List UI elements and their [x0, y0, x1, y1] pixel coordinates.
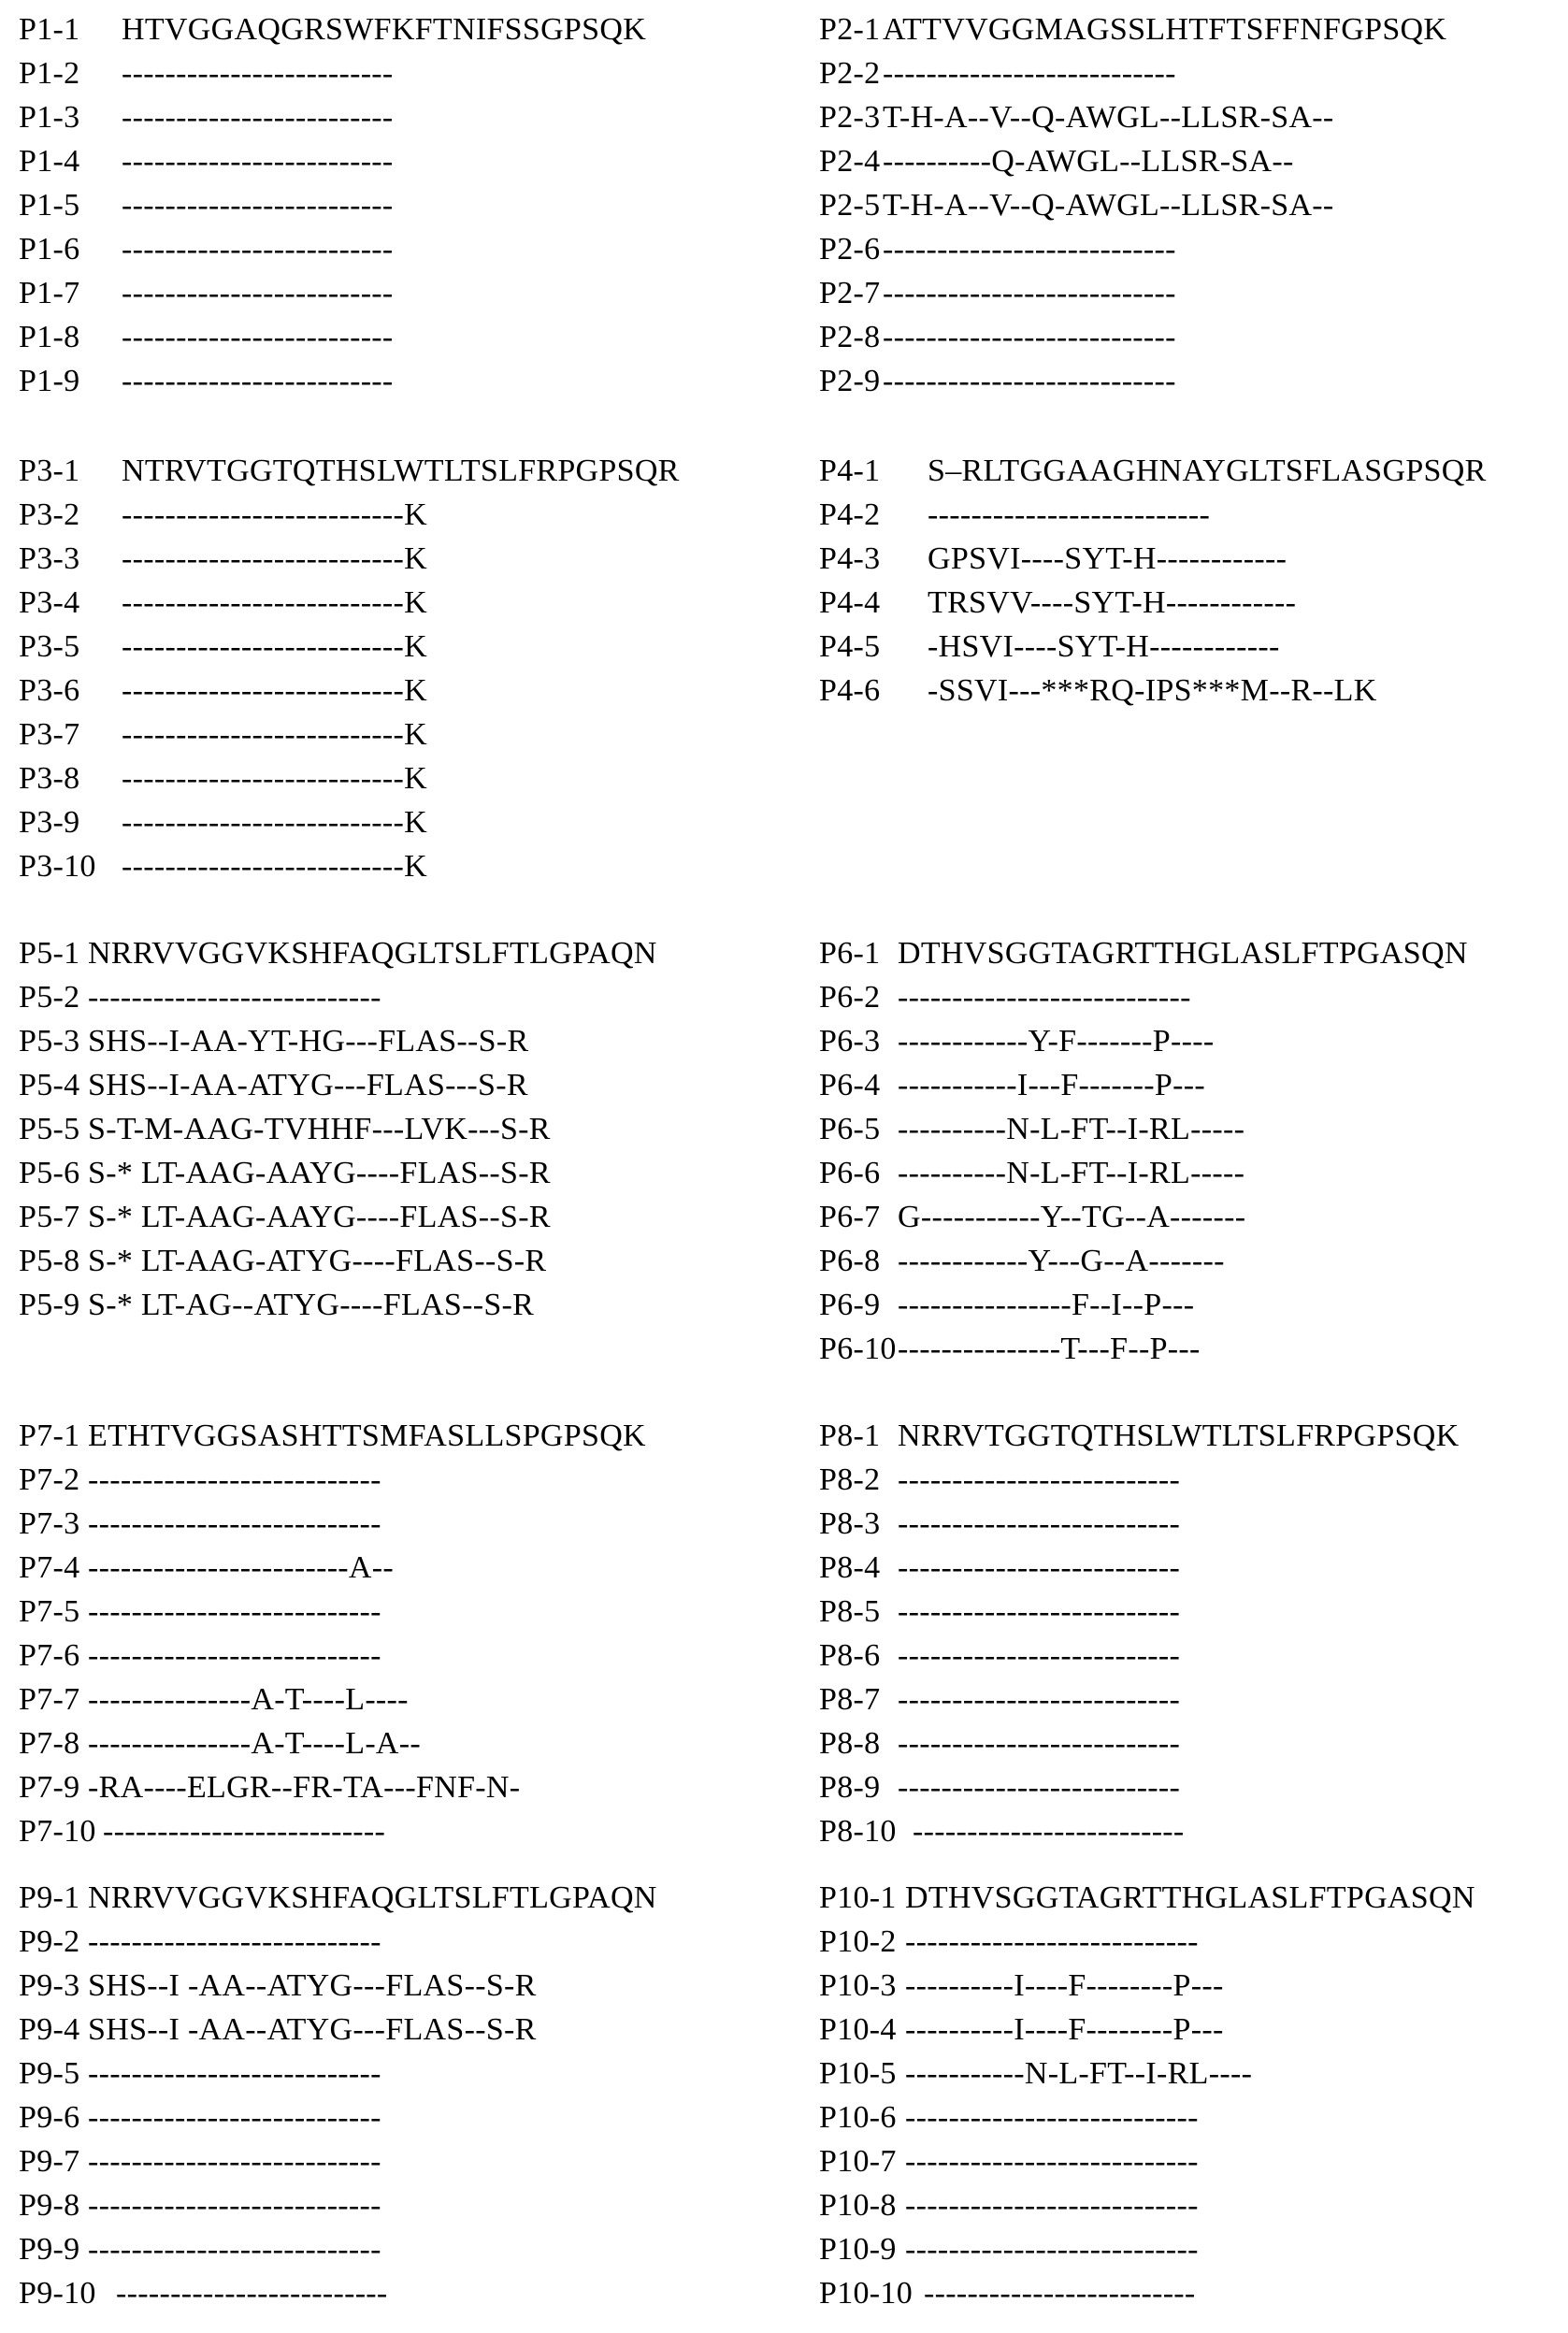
sequence-text: ---------------A-T----L-A--: [88, 1726, 422, 1761]
sequence-label: P6-5: [819, 1112, 881, 1146]
sequence-label: P7-1: [19, 1419, 80, 1453]
sequence-label: P9-1: [19, 1880, 80, 1915]
sequence-label: P4-3: [819, 541, 881, 576]
alignment-row: [819, 1239, 1468, 1283]
alignment-row: [19, 2095, 657, 2139]
sequence-text: ---------------------------: [88, 2232, 381, 2267]
sequence-label: P9-2: [19, 1924, 80, 1959]
sequence-label: P10-6: [819, 2100, 897, 2135]
alignment-row: [19, 625, 680, 669]
alignment-row: [819, 931, 1468, 975]
alignment-row: [819, 2227, 1475, 2271]
alignment-row: [819, 1195, 1468, 1239]
sequence-label: P2-2: [819, 56, 881, 91]
sequence-label: P3-7: [19, 717, 80, 752]
sequence-text: ---------------------------: [905, 2144, 1199, 2179]
alignment-row: [819, 581, 1487, 625]
sequence-label: P7-8: [19, 1726, 80, 1761]
sequence-label: P9-10: [19, 2276, 96, 2311]
sequence-text: SHS--I -AA--ATYG---FLAS--S-R: [88, 1968, 537, 2003]
sequence-text: ---------------------------: [88, 980, 381, 1015]
sequence-text: --------------------------: [898, 1462, 1181, 1497]
alignment-row: [19, 1151, 657, 1195]
sequence-label: P3-8: [19, 761, 80, 796]
alignment-row: [819, 1502, 1459, 1546]
alignment-row: [19, 183, 646, 227]
sequence-text: -HSVI----SYT-H------------: [928, 629, 1280, 664]
alignment-row: [19, 1678, 646, 1721]
sequence-text: ATTVVGGMAGSSLHTFTSFFNFGPSQK: [883, 12, 1447, 47]
sequence-label: P7-10: [19, 1814, 96, 1849]
sequence-label: P6-10: [819, 1332, 897, 1366]
alignment-row: [819, 227, 1446, 271]
sequence-label: P5-5: [19, 1112, 80, 1146]
sequence-label: P7-5: [19, 1594, 80, 1629]
sequence-text: -------------------------: [122, 364, 394, 398]
sequence-text: ETHTVGGSASHTTSMFASLLSPGPSQK: [88, 1419, 646, 1453]
sequence-text: ---------------------------: [905, 2232, 1199, 2267]
sequence-label: P8-10: [819, 1814, 897, 1849]
sequence-text: ---------------------------: [88, 1462, 381, 1497]
sequence-label: P10-2: [819, 1924, 897, 1959]
sequence-label: P6-6: [819, 1156, 881, 1190]
alignment-row: [819, 139, 1446, 183]
sequence-label: P2-7: [819, 276, 881, 310]
sequence-text: ----------Q-AWGL--LLSR-SA--: [883, 144, 1294, 179]
sequence-text: --------------------------: [898, 1770, 1181, 1805]
sequence-label: P2-3: [819, 100, 881, 135]
sequence-text: --------------------------K: [122, 849, 428, 884]
sequence-text: -----------N-L-FT--I-RL----: [905, 2056, 1253, 2091]
sequence-text: SHS--I -AA--ATYG---FLAS--S-R: [88, 2012, 537, 2047]
sequence-label: P6-9: [819, 1288, 881, 1322]
alignment-block-p10: [819, 1876, 1475, 2315]
alignment-row: [19, 1107, 657, 1151]
sequence-label: P7-9: [19, 1770, 80, 1805]
sequence-label: P10-4: [819, 2012, 897, 2047]
sequence-text: SHS--I-AA-ATYG---FLAS---S-R: [88, 1068, 528, 1102]
alignment-row: [19, 1765, 646, 1809]
alignment-row: [19, 1019, 657, 1063]
sequence-text: S-* LT-AAG-AAYG----FLAS--S-R: [88, 1200, 551, 1234]
sequence-text: --------------------------K: [122, 497, 428, 532]
alignment-row: [19, 51, 646, 95]
sequence-text: -----------I---F-------P---: [898, 1068, 1205, 1102]
sequence-label: P5-6: [19, 1156, 80, 1190]
sequence-text: --------------------------: [898, 1506, 1181, 1541]
alignment-block-p8: [819, 1414, 1459, 1853]
sequence-label: P1-4: [19, 144, 80, 179]
sequence-label: P6-1: [819, 936, 881, 971]
sequence-text: S-* LT-AG--ATYG----FLAS--S-R: [88, 1288, 535, 1322]
sequence-text: -------------------------: [122, 144, 394, 179]
sequence-label: P3-2: [19, 497, 80, 532]
sequence-label: P4-2: [819, 497, 881, 532]
alignment-row: [819, 493, 1487, 537]
sequence-label: P4-1: [819, 454, 881, 488]
alignment-row: [19, 1920, 657, 1964]
sequence-text: T-H-A--V--Q-AWGL--LLSR-SA--: [883, 188, 1334, 223]
sequence-label: P1-8: [19, 320, 80, 354]
alignment-row: [819, 2139, 1475, 2183]
alignment-row: [19, 1195, 657, 1239]
alignment-row: [819, 1678, 1459, 1721]
alignment-row: [19, 1239, 657, 1283]
sequence-label: P6-8: [819, 1244, 881, 1278]
alignment-row: [819, 1590, 1459, 1634]
sequence-label: P5-3: [19, 1024, 80, 1058]
sequence-label: P7-7: [19, 1682, 80, 1717]
sequence-label: P2-4: [819, 144, 881, 179]
sequence-label: P9-9: [19, 2232, 80, 2267]
alignment-row: [819, 2008, 1475, 2052]
alignment-row: [19, 844, 680, 888]
alignment-row: [819, 1151, 1468, 1195]
sequence-label: P8-9: [819, 1770, 881, 1805]
sequence-text: --------------------------K: [122, 761, 428, 796]
sequence-label: P3-4: [19, 585, 80, 620]
sequence-label: P3-3: [19, 541, 80, 576]
alignment-row: [819, 1765, 1459, 1809]
alignment-block-p5: [19, 931, 657, 1327]
sequence-text: ----------I----F--------P---: [905, 2012, 1224, 2047]
sequence-text: ----------N-L-FT--I-RL-----: [898, 1156, 1245, 1190]
sequence-text: GPSVI----SYT-H------------: [928, 541, 1287, 576]
alignment-row: [819, 1546, 1459, 1590]
sequence-text: S-T-M-AAG-TVHHF---LVK---S-R: [88, 1112, 551, 1146]
alignment-row: [19, 713, 680, 756]
sequence-label: P5-9: [19, 1288, 80, 1322]
sequence-label: P10-5: [819, 2056, 897, 2091]
sequence-text: ---------------------------: [88, 2188, 381, 2223]
sequence-text: ---------------------------: [905, 1924, 1199, 1959]
alignment-row: [19, 2052, 657, 2095]
alignment-row: [19, 7, 646, 51]
alignment-row: [819, 271, 1446, 315]
sequence-text: NRRVTGGTQTHSLWTLTSLFRPGPSQK: [898, 1419, 1460, 1453]
sequence-text: --------------------------K: [122, 541, 428, 576]
sequence-label: P6-2: [819, 980, 881, 1015]
alignment-row: [19, 359, 646, 403]
alignment-row: [19, 581, 680, 625]
alignment-row: [819, 1920, 1475, 1964]
sequence-label: P3-9: [19, 805, 80, 840]
sequence-text: ---------------------------: [898, 980, 1191, 1015]
sequence-label: P10-1: [819, 1880, 897, 1915]
sequence-text: G-----------Y--TG--A-------: [898, 1200, 1246, 1234]
sequence-label: P1-2: [19, 56, 80, 91]
sequence-text: ---------------------------: [883, 276, 1176, 310]
alignment-row: [19, 537, 680, 581]
sequence-label: P7-2: [19, 1462, 80, 1497]
sequence-text: ------------------------A--: [88, 1550, 395, 1585]
sequence-text: ---------------------------: [88, 2100, 381, 2135]
alignment-row: [819, 1634, 1459, 1678]
sequence-text: ----------------F--I--P---: [898, 1288, 1195, 1322]
alignment-block-p7: [19, 1414, 646, 1853]
alignment-row: [19, 1063, 657, 1107]
sequence-label: P7-3: [19, 1506, 80, 1541]
sequence-label: P9-8: [19, 2188, 80, 2223]
sequence-label: P2-5: [819, 188, 881, 223]
alignment-row: [19, 2183, 657, 2227]
sequence-text: ---------------------------: [883, 232, 1176, 266]
sequence-label: P8-8: [819, 1726, 881, 1761]
alignment-row: [19, 271, 646, 315]
sequence-text: -------------------------: [924, 2276, 1196, 2311]
sequence-label: P8-1: [819, 1419, 881, 1453]
sequence-label: P7-6: [19, 1638, 80, 1673]
sequence-text: --------------------------: [928, 497, 1211, 532]
alignment-row: [19, 669, 680, 713]
alignment-row: [19, 1876, 657, 1920]
sequence-label: P10-10: [819, 2276, 913, 2311]
sequence-text: --------------------------: [103, 1814, 386, 1849]
alignment-row: [19, 315, 646, 359]
sequence-text: --------------------------K: [122, 673, 428, 708]
sequence-text: -SSVI---***RQ-IPS***M--R--LK: [928, 673, 1377, 708]
alignment-row: [19, 449, 680, 493]
sequence-label: P5-8: [19, 1244, 80, 1278]
sequence-label: P7-4: [19, 1550, 80, 1585]
sequence-label: P3-10: [19, 849, 96, 884]
sequence-text: -------------------------: [116, 2276, 388, 2311]
sequence-label: P2-6: [819, 232, 881, 266]
sequence-text: ---------------------------: [883, 56, 1176, 91]
sequence-text: NRRVVGGVKSHFAQGLTSLFTLGPAQN: [88, 1880, 657, 1915]
sequence-label: P9-4: [19, 2012, 80, 2047]
sequence-text: ---------------T---F--P---: [898, 1332, 1201, 1366]
sequence-text: --------------------------K: [122, 805, 428, 840]
sequence-text: ---------------A-T----L----: [88, 1682, 409, 1717]
alignment-row: [19, 1634, 646, 1678]
sequence-text: TRSVV----SYT-H------------: [928, 585, 1297, 620]
alignment-row: [819, 1964, 1475, 2008]
sequence-text: -------------------------: [122, 320, 394, 354]
alignment-row: [819, 183, 1446, 227]
sequence-label: P10-9: [819, 2232, 897, 2267]
sequence-label: P1-6: [19, 232, 80, 266]
alignment-row: [19, 931, 657, 975]
sequence-text: ---------------------------: [905, 2100, 1199, 2135]
sequence-label: P1-9: [19, 364, 80, 398]
sequence-text: -------------------------: [122, 276, 394, 310]
sequence-label: P10-8: [819, 2188, 897, 2223]
sequence-text: --------------------------: [898, 1682, 1181, 1717]
alignment-row: [19, 1809, 646, 1853]
sequence-label: P9-5: [19, 2056, 80, 2091]
sequence-text: ------------Y-F-------P----: [898, 1024, 1215, 1058]
sequence-text: --------------------------K: [122, 629, 428, 664]
sequence-text: -------------------------: [913, 1814, 1185, 1849]
sequence-label: P2-1: [819, 12, 881, 47]
sequence-label: P8-7: [819, 1682, 881, 1717]
sequence-label: P6-7: [819, 1200, 881, 1234]
sequence-label: P1-7: [19, 276, 80, 310]
sequence-label: P3-1: [19, 454, 80, 488]
alignment-row: [819, 51, 1446, 95]
alignment-row: [19, 1283, 657, 1327]
sequence-text: -------------------------: [122, 232, 394, 266]
alignment-row: [19, 2139, 657, 2183]
alignment-block-p6: [819, 931, 1468, 1371]
alignment-row: [19, 756, 680, 800]
sequence-text: S–RLTGGAAGHNAYGLTSFLASGPSQR: [928, 454, 1487, 488]
alignment-row: [819, 2095, 1475, 2139]
sequence-text: --------------------------: [898, 1638, 1181, 1673]
alignment-row: [819, 1458, 1459, 1502]
alignment-row: [819, 1809, 1459, 1853]
sequence-label: P4-5: [819, 629, 881, 664]
sequence-label: P9-3: [19, 1968, 80, 2003]
alignment-row: [819, 1876, 1475, 1920]
sequence-text: T-H-A--V--Q-AWGL--LLSR-SA--: [883, 100, 1334, 135]
alignment-row: [19, 1964, 657, 2008]
alignment-row: [819, 975, 1468, 1019]
alignment-row: [19, 1590, 646, 1634]
alignment-row: [819, 2183, 1475, 2227]
alignment-row: [19, 1502, 646, 1546]
alignment-row: [819, 669, 1487, 713]
sequence-text: ---------------------------: [88, 1924, 381, 1959]
alignment-row: [819, 625, 1487, 669]
sequence-text: DTHVSGGTAGRTTHGLASLFTPGASQN: [898, 936, 1468, 971]
alignment-row: [19, 975, 657, 1019]
alignment-row: [819, 1283, 1468, 1327]
sequence-text: SHS--I-AA-YT-HG---FLAS--S-R: [88, 1024, 529, 1058]
sequence-label: P9-6: [19, 2100, 80, 2135]
sequence-label: P2-8: [819, 320, 881, 354]
alignment-row: [19, 2227, 657, 2271]
sequence-label: P1-5: [19, 188, 80, 223]
sequence-label: P8-4: [819, 1550, 881, 1585]
alignment-row: [819, 315, 1446, 359]
sequence-text: ----------I----F--------P---: [905, 1968, 1224, 2003]
sequence-text: S-* LT-AAG-ATYG----FLAS--S-R: [88, 1244, 547, 1278]
sequence-text: DTHVSGGTAGRTTHGLASLFTPGASQN: [905, 1880, 1475, 1915]
sequence-label: P4-6: [819, 673, 881, 708]
alignment-row: [19, 227, 646, 271]
alignment-row: [19, 1546, 646, 1590]
sequence-label: P9-7: [19, 2144, 80, 2179]
sequence-text: NTRVTGGTQTHSLWTLTSLFRPGPSQR: [122, 454, 680, 488]
alignment-row: [819, 2052, 1475, 2095]
sequence-text: ---------------------------: [905, 2188, 1199, 2223]
alignment-row: [19, 493, 680, 537]
alignment-row: [819, 1327, 1468, 1371]
alignment-block-p3: [19, 449, 680, 888]
sequence-label: P8-6: [819, 1638, 881, 1673]
sequence-label: P10-7: [819, 2144, 897, 2179]
sequence-label: P5-7: [19, 1200, 80, 1234]
alignment-row: [819, 1063, 1468, 1107]
sequence-label: P2-9: [819, 364, 881, 398]
sequence-text: ---------------------------: [88, 1638, 381, 1673]
sequence-label: P1-1: [19, 12, 80, 47]
sequence-text: --------------------------K: [122, 585, 428, 620]
alignment-row: [19, 2008, 657, 2052]
alignment-row: [819, 1107, 1468, 1151]
alignment-row: [19, 139, 646, 183]
alignment-block-p9: [19, 1876, 657, 2315]
alignment-block-p4: [819, 449, 1487, 713]
sequence-text: -------------------------: [122, 100, 394, 135]
sequence-label: P10-3: [819, 1968, 897, 2003]
sequence-text: -------------------------: [122, 56, 394, 91]
sequence-text: ---------------------------: [88, 1506, 381, 1541]
sequence-text: ------------Y---G--A-------: [898, 1244, 1225, 1278]
sequence-text: ---------------------------: [88, 2056, 381, 2091]
sequence-text: HTVGGAQGRSWFKFTNIFSSGPSQK: [122, 12, 647, 47]
sequence-label: P4-4: [819, 585, 881, 620]
alignment-row: [819, 537, 1487, 581]
sequence-text: --------------------------K: [122, 717, 428, 752]
sequence-label: P6-4: [819, 1068, 881, 1102]
sequence-text: -RA----ELGR--FR-TA---FNF-N-: [88, 1770, 521, 1805]
sequence-label: P5-2: [19, 980, 80, 1015]
sequence-label: P5-1: [19, 936, 80, 971]
sequence-text: NRRVVGGVKSHFAQGLTSLFTLGPAQN: [88, 936, 657, 971]
sequence-text: --------------------------: [898, 1550, 1181, 1585]
sequence-label: P8-5: [819, 1594, 881, 1629]
alignment-block-p1: [19, 7, 646, 403]
sequence-label: P8-3: [819, 1506, 881, 1541]
alignment-row: [819, 359, 1446, 403]
alignment-row: [819, 7, 1446, 51]
sequence-label: P8-2: [819, 1462, 881, 1497]
sequence-text: --------------------------: [898, 1726, 1181, 1761]
sequence-text: --------------------------: [898, 1594, 1181, 1629]
alignment-row: [819, 2271, 1475, 2315]
alignment-row: [819, 1721, 1459, 1765]
sequence-label: P5-4: [19, 1068, 80, 1102]
sequence-text: -------------------------: [122, 188, 394, 223]
alignment-row: [819, 95, 1446, 139]
sequence-text: ----------N-L-FT--I-RL-----: [898, 1112, 1245, 1146]
sequence-label: P6-3: [819, 1024, 881, 1058]
sequence-text: ---------------------------: [88, 1594, 381, 1629]
alignment-row: [19, 2271, 657, 2315]
alignment-row: [819, 1019, 1468, 1063]
sequence-label: P3-5: [19, 629, 80, 664]
alignment-row: [19, 800, 680, 844]
alignment-row: [19, 95, 646, 139]
alignment-row: [19, 1458, 646, 1502]
sequence-label: P3-6: [19, 673, 80, 708]
sequence-label: P1-3: [19, 100, 80, 135]
sequence-text: S-* LT-AAG-AAYG----FLAS--S-R: [88, 1156, 551, 1190]
sequence-text: ---------------------------: [883, 320, 1176, 354]
sequence-text: ---------------------------: [883, 364, 1176, 398]
alignment-row: [19, 1414, 646, 1458]
sequence-text: ---------------------------: [88, 2144, 381, 2179]
alignment-block-p2: [819, 7, 1446, 403]
alignment-row: [819, 1414, 1459, 1458]
alignment-row: [19, 1721, 646, 1765]
alignment-row: [819, 449, 1487, 493]
